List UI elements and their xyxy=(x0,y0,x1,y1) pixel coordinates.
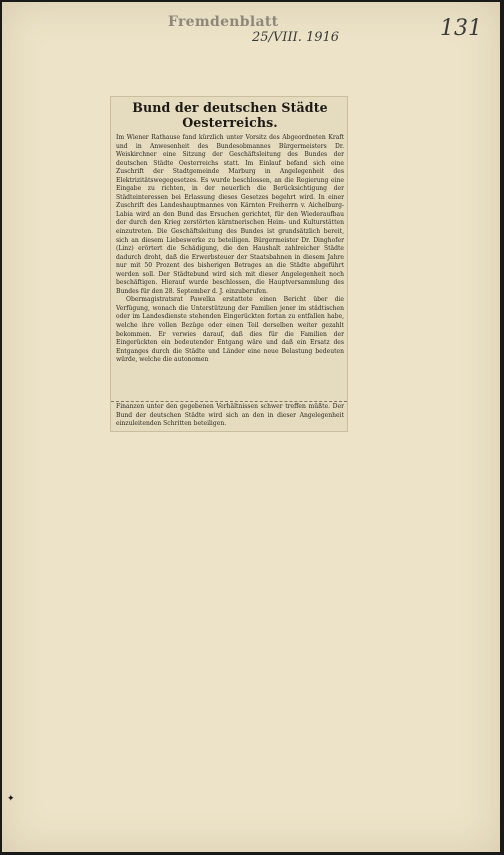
newspaper-clipping xyxy=(110,96,348,432)
archive-sheet xyxy=(2,2,500,852)
corner-mark-icon: ✦ xyxy=(7,794,15,804)
article-headline: Bund der deutschen Städte Oesterreichs. xyxy=(132,100,328,130)
newspaper-stamp: Fremdenblatt xyxy=(168,14,279,30)
archive-number: 131 xyxy=(440,16,482,41)
clipping-join-line xyxy=(111,401,347,402)
article-continuation: Finanzen unter den gegebenen Verhältnissen schwer treffen müßte. Der Bund der deutschen Städte wird sich an den in dieser Angelegenheit einzuleitenden Schritten beteiligen. xyxy=(116,403,344,428)
article-paragraph-1: Im Wiener Rathause fand kürzlich unter Vorsitz des Abgeordneten Kraft und in Anwesenheit des Bundesobmannes Bürgermeisters Dr. Weiskirchner eine Sitzung der Geschäftsleitung des Bundes der deutschen Städte Oesterreichs statt. Im Einlauf befand sich eine Zuschrift der Stadtgemeinde Marburg in Angelegenheit des Elektrizitätswegegesetzes. Es wurde beschlossen, an die Regierung eine Eingabe zu richten, in der neuerlich die Berücksichtigung der Städteinteressen bei Erlassung dieses Gesetzes begehrt wird. In einer Zuschrift des Landeshauptmannes von Kärnten Freiherrn v. Aichelburg-Labia wird an den Bund das Ersuchen gerichtet, für den Wiederaufbau der durch den Krieg zerstörten kärntnerischen Heim- und Kulturstätten einzutreten. Die Geschäftsleitung des Bundes ist grundsätzlich bereit, sich an diesem Liebeswerke zu beteiligen. Bürgermeister Dr. Dinghofer (Linz) erörtert die Schädigung, die den Haushalt zahlreicher Städte dadurch droht, daß die Erwerbsteuer der Staatsbahnen in diesem Jahre nur mit 50 Prozent des bisherigen Betrages an die Städte abgeführt werden soll. Der Städtebund wird sich mit dieser Angelegenheit noch beschäftigen. Hierauf wurde beschlossen, die Hauptversammlung des Bundes für den 28. September d. J. einzuberufen. xyxy=(116,134,344,295)
handwritten-date: 25/VIII. 1916 xyxy=(252,30,340,45)
article-paragraph-2: Obermagistratsrat Pawelka erstattete einen Bericht über die Verfügung, wonach die Unterstützung der Familien jener im städtischen oder im Landesdienste stehenden Eingerückten fortan zu entfallen habe, welche ihre vollen Bezüge oder einen Teil derselben weiter gezahlt bekommen. Er verwies darauf, daß dies für die Familien der Eingerückten ein bedeutender Entgang wäre und daß ein Ersatz des Entganges durch die Städte und Länder eine neue Belastung bedeuten würde, welche die autonomen xyxy=(116,296,344,364)
